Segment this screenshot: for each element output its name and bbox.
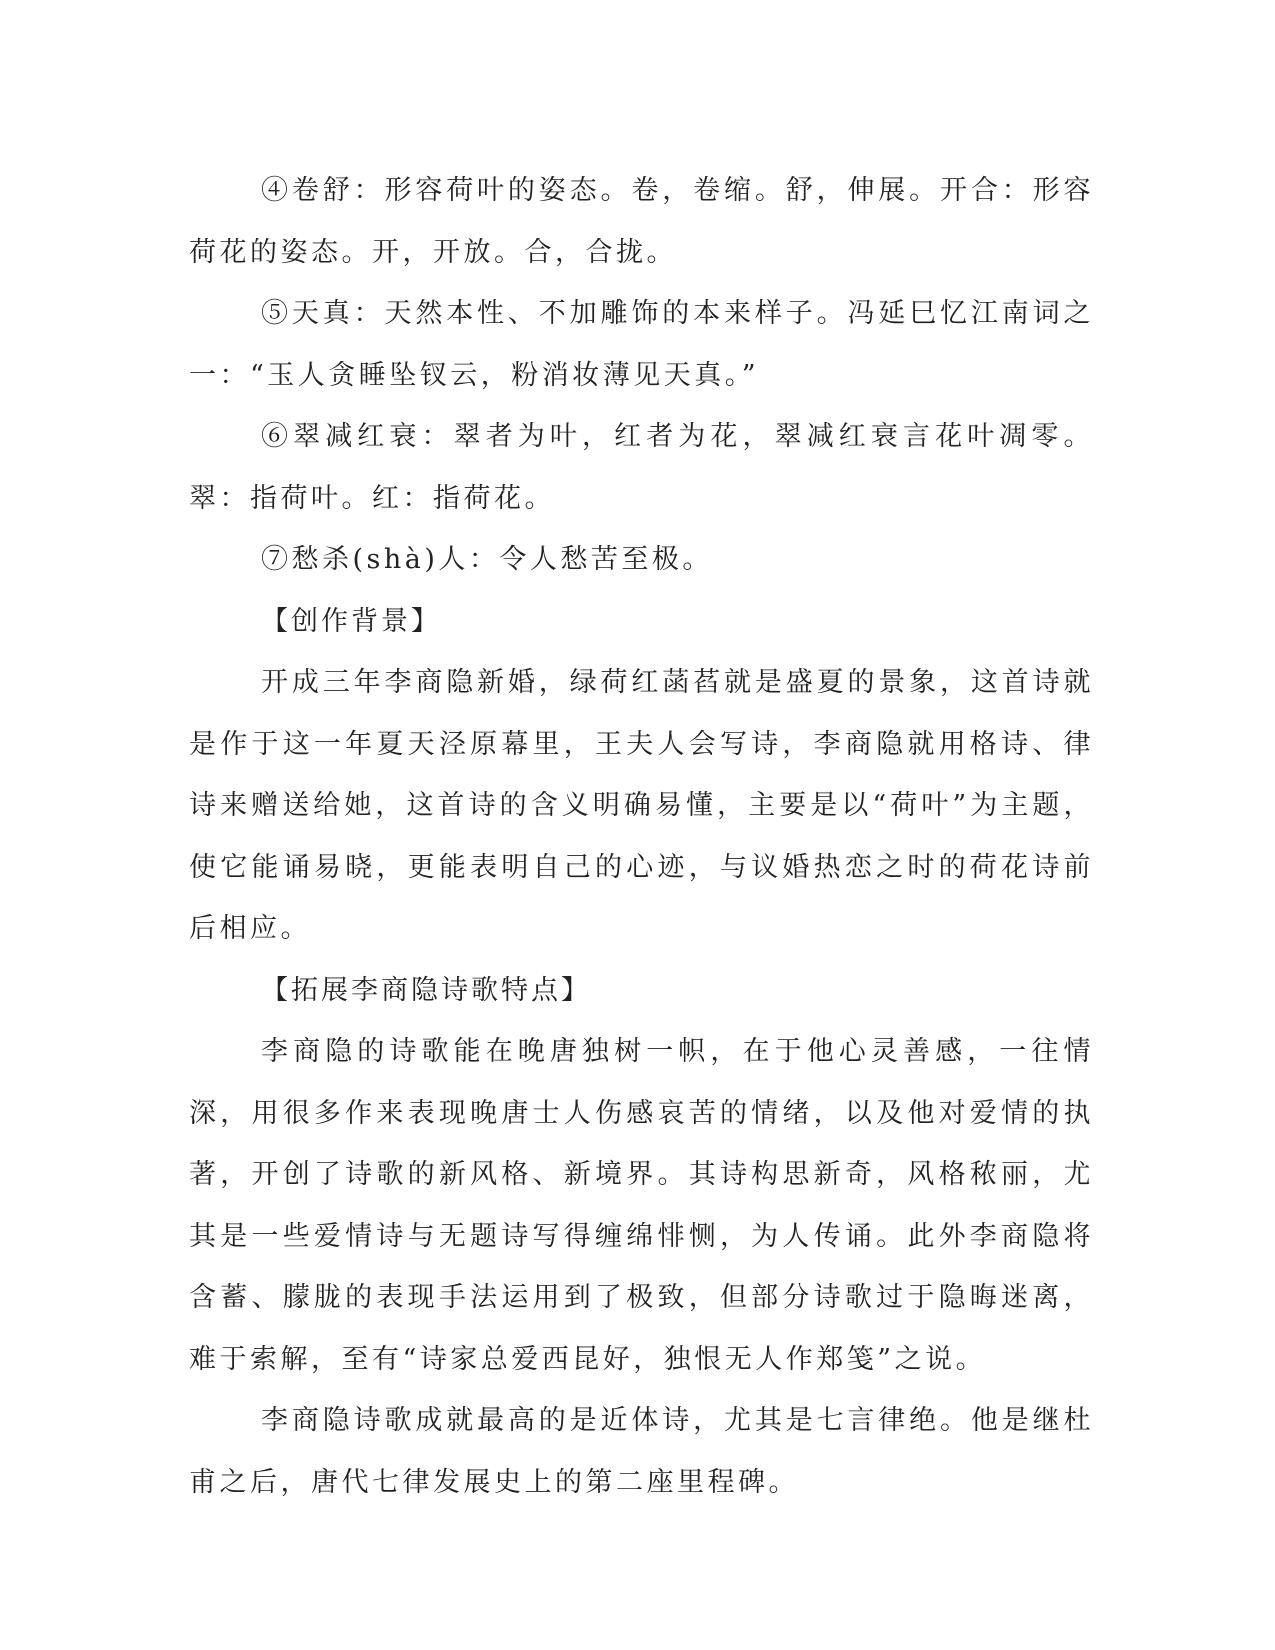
document-page: [189, 160, 1094, 1513]
note-6-cuijian-hongshuai: ⑥翠减红衰：翠者为叶，红者为花，翠减红衰言花叶凋零。翠：指荷叶。红：指荷花。: [189, 421, 1094, 514]
features-paragraph-2: 李商隐诗歌成就最高的是近体诗，尤其是七言律绝。他是继杜甫之后，唐代七律发展史上的第二座里程碑。: [189, 1405, 1094, 1498]
section-heading-poetry-features: 【拓展李商隐诗歌特点】: [261, 974, 591, 1006]
note-7-choushaen: ⑦愁杀(shà)人：令人愁苦至极。: [261, 544, 713, 575]
note-4-juanshu: ④卷舒：形容荷叶的姿态。卷，卷缩。舒，伸展。开合：形容荷花的姿态。开，开放。合，合拢。: [189, 175, 1094, 268]
note-5-tianzhen: ⑤天真：天然本性、不加雕饰的本来样子。冯延巳忆江南词之一：“玉人贪睡坠钗云，粉消妆薄见天真。”: [189, 298, 1094, 391]
section-heading-background: 【创作背景】: [261, 605, 441, 637]
background-paragraph: 开成三年李商隐新婚，绿荷红菡萏就是盛夏的景象，这首诗就是作于这一年夏天泾原幕里，王夫人会写诗，李商隐就用格诗、律诗来赠送给她，这首诗的含义明确易懂，主要是以“荷叶”为主题，使它能诵易晓，更能表明自己的心迹，与议婚热恋之时的荷花诗前后相应。: [189, 667, 1094, 944]
features-paragraph-1: 李商隐的诗歌能在晚唐独树一帜，在于他心灵善感，一往情深，用很多作来表现晚唐士人伤感哀苦的情绪，以及他对爱情的执著，开创了诗歌的新风格、新境界。其诗构思新奇，风格秾丽，尤其是一些爱情诗与无题诗写得缠绵悱恻，为人传诵。此外李商隐将含蓄、朦胧的表现手法运用到了极致，但部分诗歌过于隐晦迷离，难于索解，至有“诗家总爱西昆好，独恨无人作郑笺”之说。: [189, 1036, 1094, 1375]
